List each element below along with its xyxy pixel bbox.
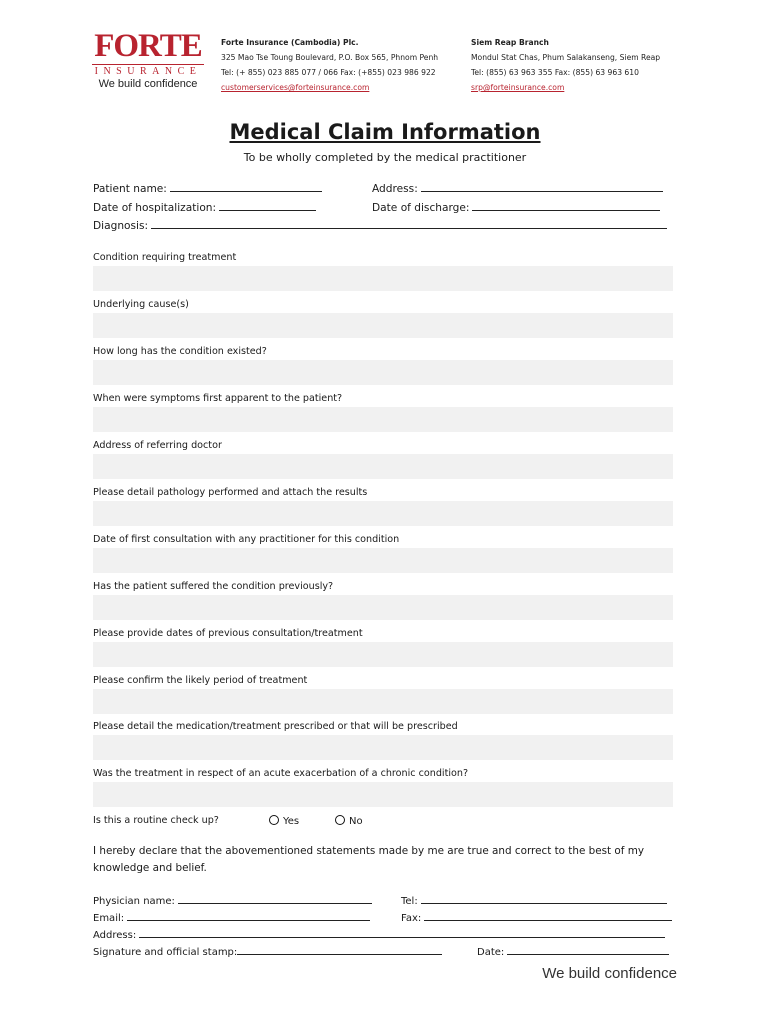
company-phone: Tel: (+ 855) 023 885 077 / 066 Fax: (+855) 023 986 922 [221,68,436,77]
diagnosis-field[interactable] [151,219,667,229]
address2-field[interactable] [139,928,665,938]
answer-box[interactable] [93,595,673,620]
diagnosis-row [93,219,667,232]
question-label: Address of referring doctor [93,440,222,451]
question-label: How long has the condition existed? [93,346,267,357]
declaration-text: I hereby declare that the abovementioned statements made by me are true and correct to the best of my knowledge and belief. [93,845,645,874]
hospitalization-date-field[interactable] [219,201,316,211]
answer-box[interactable] [93,548,673,573]
company-name: Forte Insurance (Cambodia) Plc. [221,38,359,47]
logo-sub: INSURANCE [92,64,204,77]
yes-label: Yes [283,816,300,827]
logo-brand: FORTE [94,28,202,64]
fax-row [401,911,672,924]
answer-box[interactable] [93,642,673,667]
page-title [0,120,770,144]
address2-label: Address: [93,930,137,941]
signature-field[interactable] [237,945,442,955]
address2-row [93,928,665,941]
answer-box[interactable] [93,266,673,291]
hospitalization-label: Date of hospitalization: [93,202,217,214]
question-label: Date of first consultation with any practitioner for this condition [93,534,400,545]
question-label: Please detail the medication/treatment prescribed or that will be prescribed [93,721,458,732]
no-radio[interactable] [335,815,363,827]
date-label: Date: [477,947,505,958]
question-label: Condition requiring treatment [93,252,237,263]
question-label: Underlying cause(s) [93,299,189,310]
patient-name-label: Patient name: [93,183,167,195]
answer-box[interactable] [93,735,673,760]
address-label: Address: [372,183,418,195]
radio-circle-icon [335,815,345,825]
address-row [372,182,663,195]
radio-circle-icon [269,815,279,825]
fax-field[interactable] [424,911,672,921]
tel-field[interactable] [421,894,667,904]
answer-box[interactable] [93,501,673,526]
date-row [477,945,669,958]
answer-box[interactable] [93,782,673,807]
email-field[interactable] [127,911,370,921]
yes-radio[interactable] [269,815,299,827]
tel-row [401,894,667,907]
company-address: 325 Mao Tse Toung Boulevard, P.O. Box 565, Phnom Penh [221,53,439,62]
discharge-label: Date of discharge: [372,202,470,214]
company-email-link[interactable]: customerservices@forteinsurance.com [221,83,370,92]
branch-address: Mondul Stat Chas, Phum Salakanseng, Siem Reap [471,53,661,62]
patient-name-row [93,182,322,195]
address-field[interactable] [421,182,663,192]
signature-label: Signature and official stamp: [93,947,238,958]
branch-email-link[interactable]: srp@forteinsurance.com [471,83,565,92]
question-label: When were symptoms first apparent to the patient? [93,393,343,404]
signature-row [93,945,442,958]
footer-tagline: We build confidence [542,965,677,982]
answer-box[interactable] [93,407,673,432]
discharge-row [372,201,660,214]
head-office-contact [221,35,438,95]
answer-box[interactable] [93,360,673,385]
branch-name: Siem Reap Branch [471,38,549,47]
answer-box[interactable] [93,454,673,479]
page-title-text: Medical Claim Information [229,120,541,144]
discharge-date-field[interactable] [472,201,660,211]
physician-row [93,894,372,907]
question-label: Please provide dates of previous consultation/treatment [93,628,363,639]
question-label: Please detail pathology performed and attach the results [93,487,368,498]
page-subtitle: To be wholly completed by the medical practitioner [243,151,527,164]
hospitalization-row [93,201,316,214]
routine-checkup-label: Is this a routine check up? [93,815,219,826]
fax-label: Fax: [401,913,422,924]
email-row [93,911,370,924]
question-label: Please confirm the likely period of treatment [93,675,308,686]
patient-name-field[interactable] [170,182,322,192]
question-label: Has the patient suffered the condition previously? [93,581,334,592]
email-label: Email: [93,913,125,924]
forte-logo [92,30,204,90]
diagnosis-label: Diagnosis: [93,220,149,232]
branch-phone: Tel: (855) 63 963 355 Fax: (855) 63 963 610 [471,68,639,77]
no-label: No [349,816,363,827]
date-field[interactable] [507,945,669,955]
logo-tagline: We build confidence [98,78,198,90]
physician-label: Physician name: [93,896,175,907]
tel-label: Tel: [401,896,418,907]
answer-box[interactable] [93,689,673,714]
question-label: Was the treatment in respect of an acute exacerbation of a chronic condition? [93,768,469,779]
answer-box[interactable] [93,313,673,338]
physician-field[interactable] [178,894,372,904]
branch-contact [471,35,660,95]
